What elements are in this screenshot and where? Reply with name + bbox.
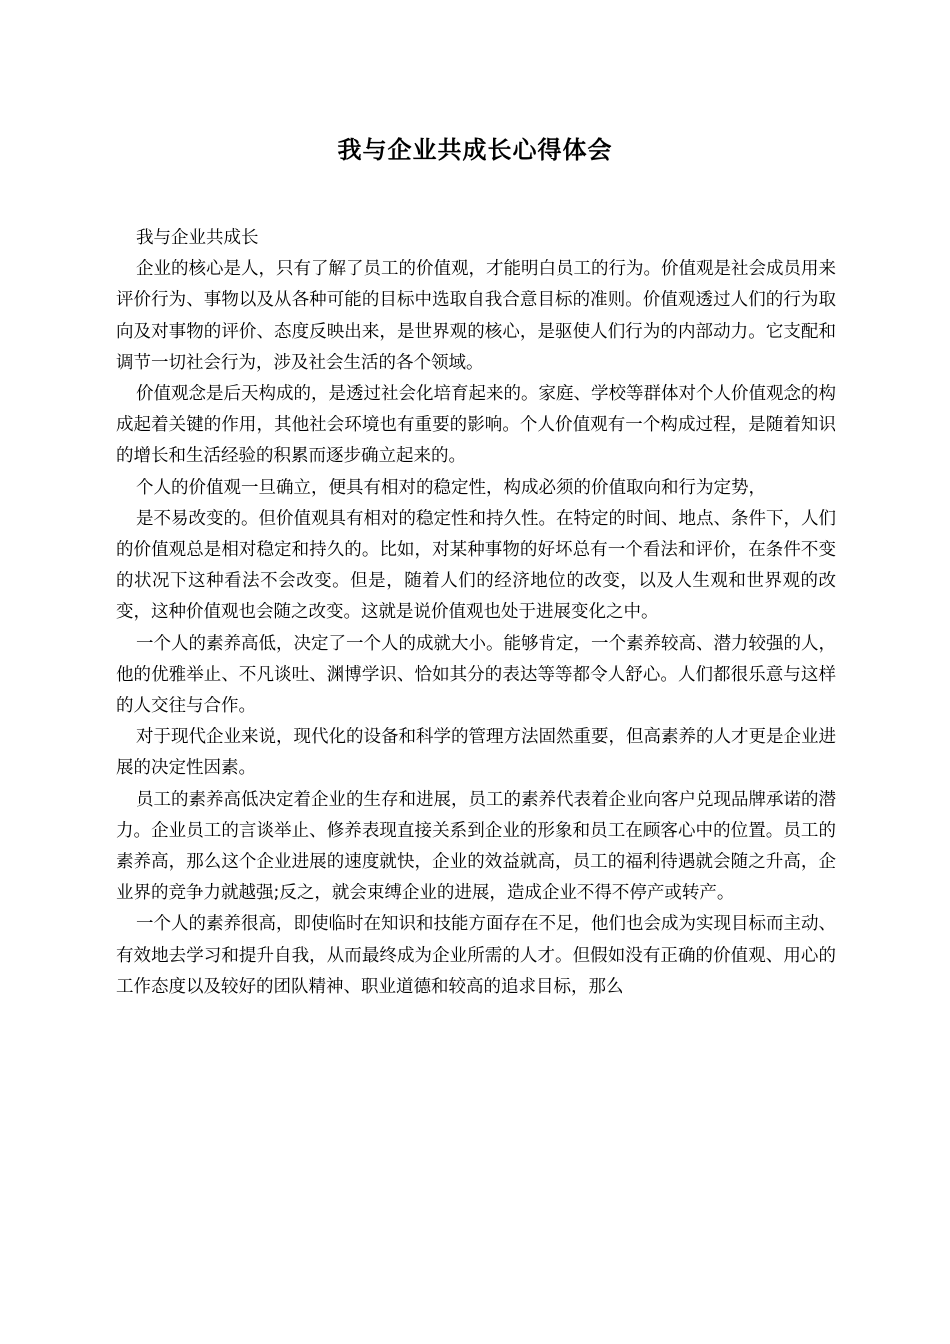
paragraph-subtitle: 我与企业共成长	[136, 228, 259, 248]
paragraph: 员工的素养高低决定着企业的生存和进展，员工的素养代表着企业向客户兑现品牌承诺的潜力。企业员工的言谈举止、修养表现直接关系到企业的形象和员工在顾客心中的位置。员工的素养高，那么这个企业进展的速度就快，企业的效益就高，员工的福利待遇就会随之升高，企业界的竞争力就越强;反之，就会束缚企业的进展，造成企业不得不停产或转产。	[116, 789, 836, 904]
document-body	[116, 223, 836, 1003]
paragraph: 一个人的素养高低，决定了一个人的成就大小。能够肯定，一个素养较高、潜力较强的人，他的优雅举止、不凡谈吐、渊博学识、恰如其分的表达等等都令人舒心。人们都很乐意与这样的人交往与合作。	[116, 633, 836, 717]
document-title: 我与企业共成长心得体会	[337, 136, 613, 164]
paragraph: 价值观念是后天构成的，是透过社会化培育起来的。家庭、学校等群体对个人价值观念的构成起着关键的作用，其他社会环境也有重要的影响。个人价值观有一个构成过程，是随着知识的增长和生活经验的积累而逐步确立起来的。	[116, 384, 836, 467]
paragraph: 一个人的素养很高，即使临时在知识和技能方面存在不足，他们也会成为实现目标而主动、有效地去学习和提升自我，从而最终成为企业所需的人才。但假如没有正确的价值观、用心的工作态度以及较好的团队精神、职业道德和较高的追求目标，那么	[116, 914, 836, 997]
paragraph: 是不易改变的。但价值观具有相对的稳定性和持久性。在特定的时间、地点、条件下，人们的价值观总是相对稳定和持久的。比如，对某种事物的好坏总有一个看法和评价，在条件不变的状况下这种看法不会改变。但是，随着人们的经济地位的改变，以及人生观和世界观的改变，这种价值观也会随之改变。这就是说价值观也处于进展变化之中。	[116, 508, 836, 623]
paragraph: 个人的价值观一旦确立，便具有相对的稳定性，构成必须的价值取向和行为定势，	[136, 477, 766, 498]
paragraph: 企业的核心是人，只有了解了员工的价值观，才能明白员工的行为。价值观是社会成员用来评价行为、事物以及从各种可能的目标中选取自我合意目标的准则。价值观透过人们的行为取向及对事物的评价、态度反映出来，是世界观的核心，是驱使人们行为的内部动力。它支配和调节一切社会行为，涉及社会生活的各个领域。	[116, 259, 836, 373]
paragraph: 对于现代企业来说，现代化的设备和科学的管理方法固然重要，但高素养的人才更是企业进展的决定性因素。	[116, 727, 836, 779]
